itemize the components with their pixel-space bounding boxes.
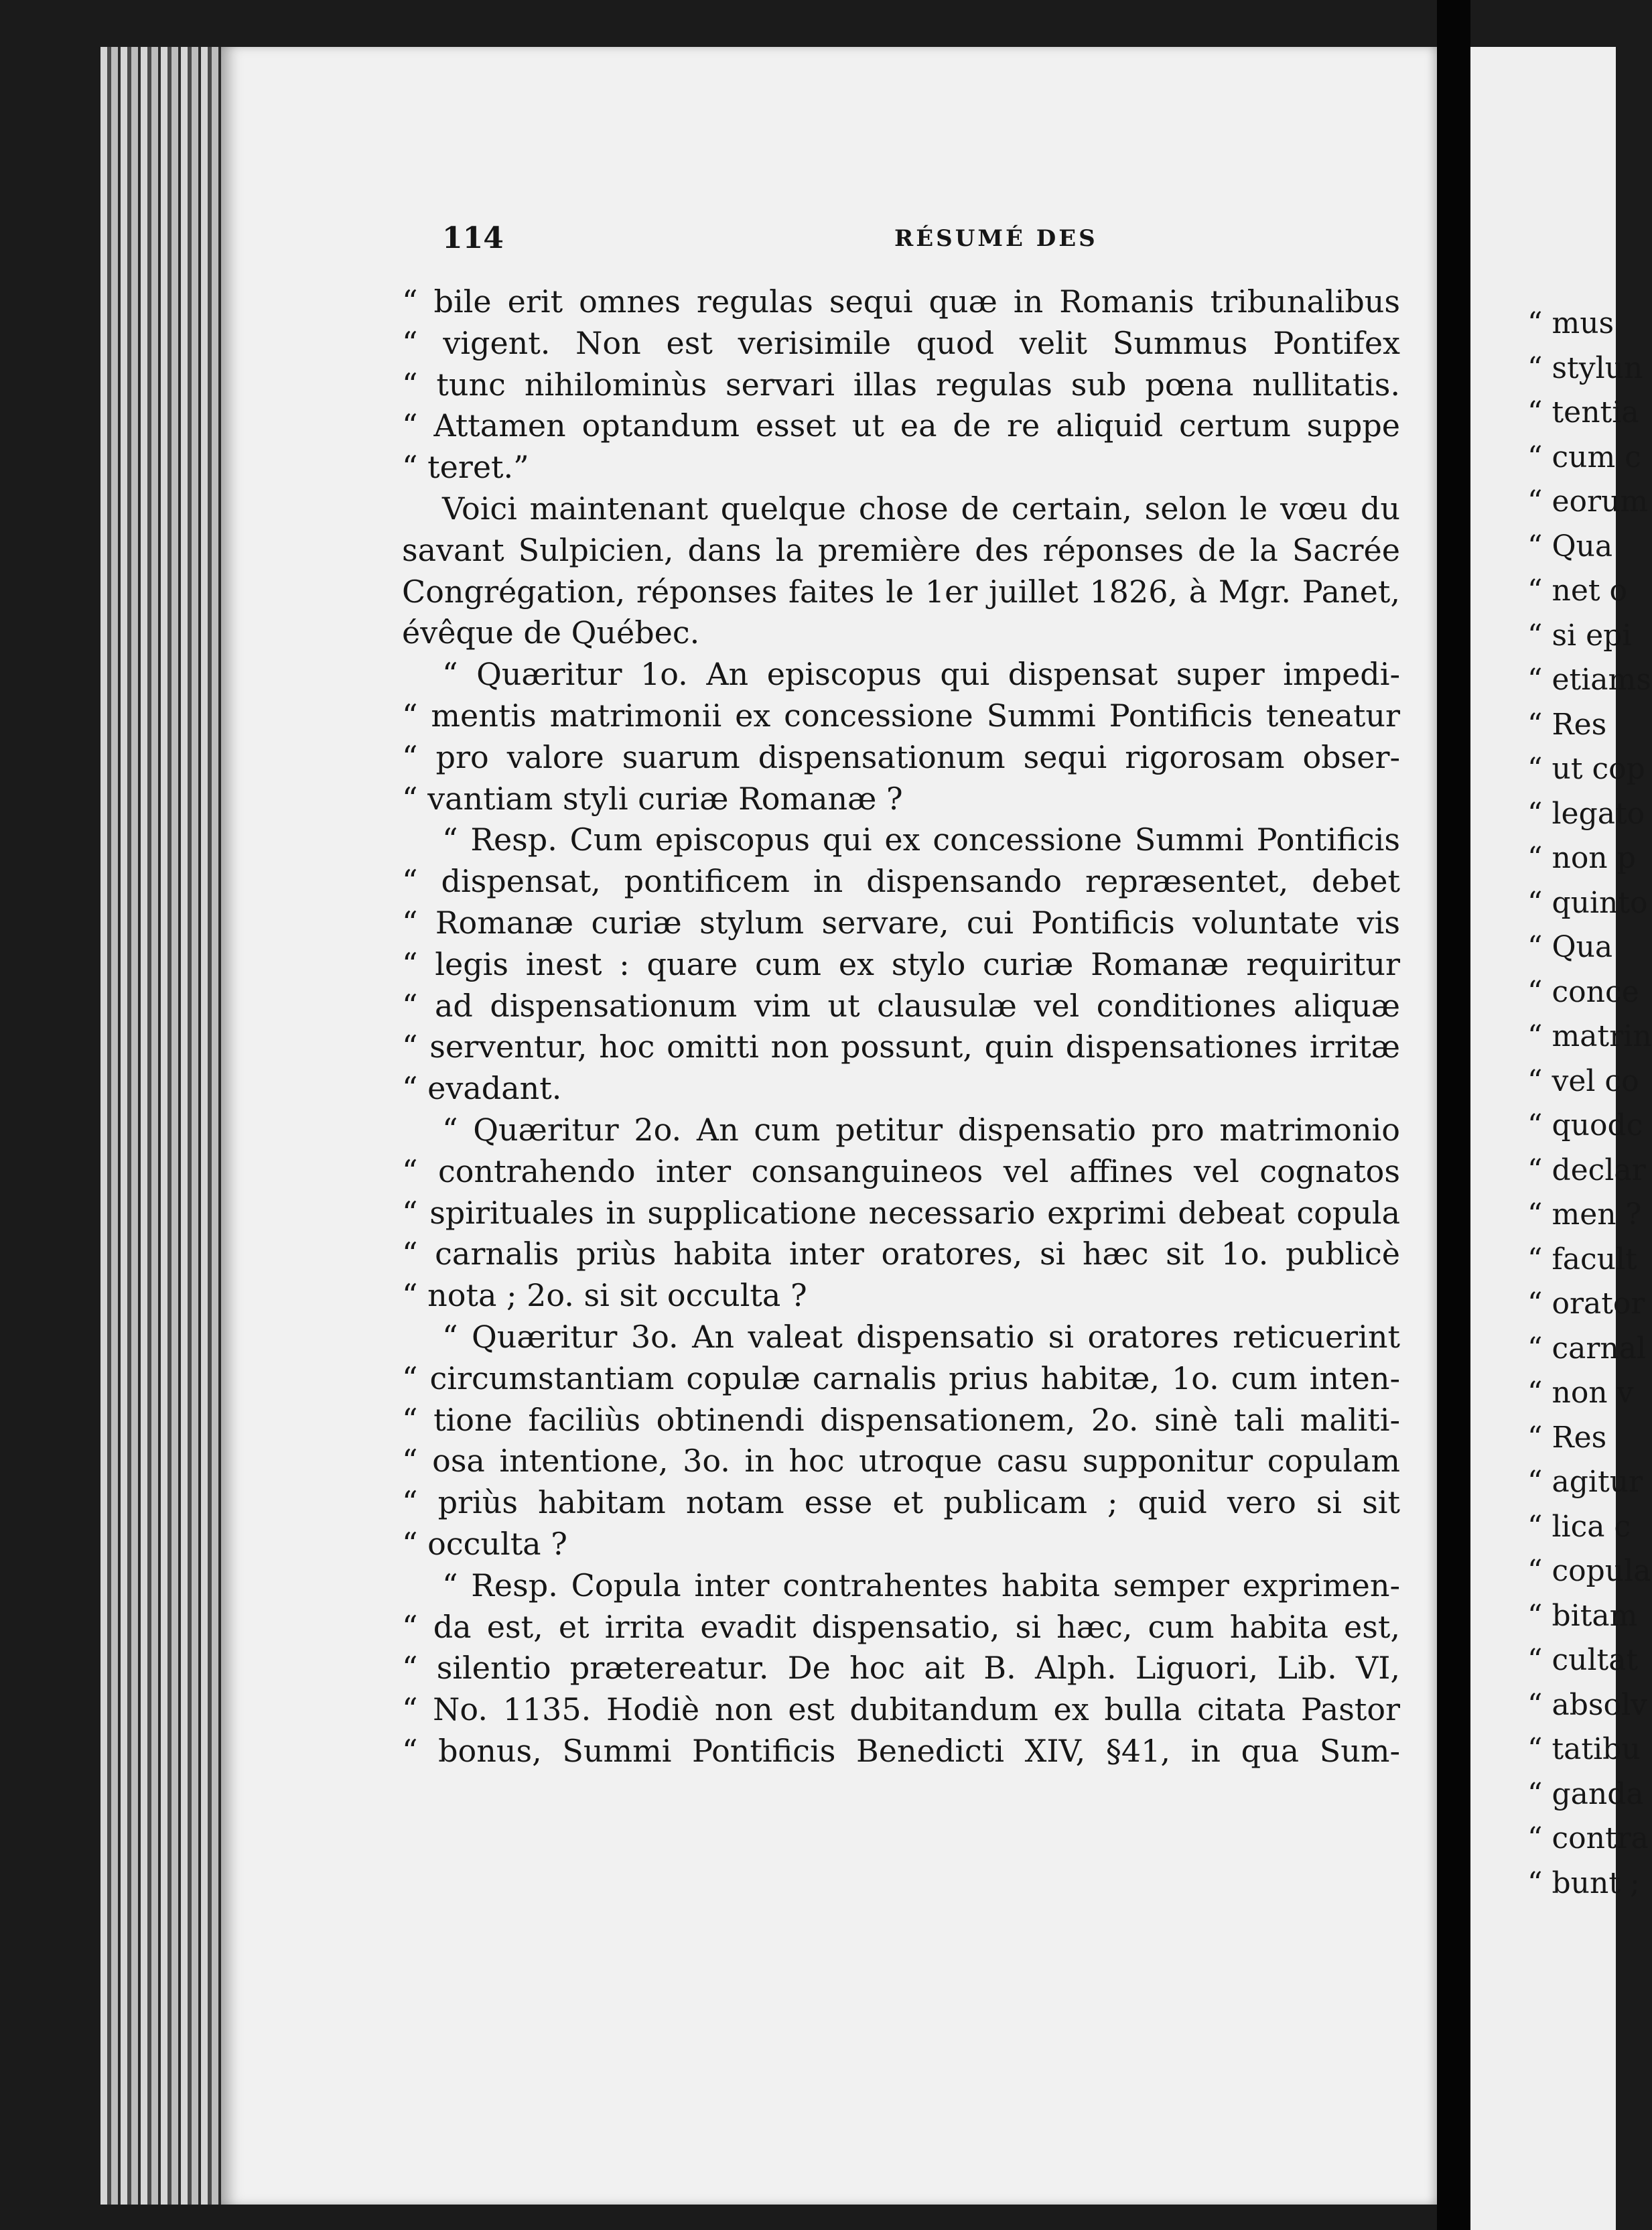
body-text — [402, 281, 1400, 1772]
right-page-line-fragment: “ contra — [1527, 1821, 1649, 1855]
right-page-line-fragment: “ Qua — [1527, 529, 1613, 564]
page-header — [221, 221, 1437, 268]
text-line: “ bonus, Summi Pontificis Benedicti XIV, §41, in qua Sum- — [402, 1732, 1400, 1769]
right-page-line-fragment: “ Res — [1527, 1420, 1607, 1455]
right-page-line-fragment: “ carnal — [1527, 1331, 1647, 1366]
right-page-line-fragment: “ ut cop — [1527, 752, 1645, 786]
right-page-line-fragment: “ net o — [1527, 574, 1628, 608]
text-line: savant Sulpicien, dans la première des réponses de la Sacrée — [402, 531, 1400, 568]
text-line: “ priùs habitam notam esse et publicam ; quid vero si sit — [402, 1484, 1400, 1521]
text-line: “ tione faciliùs obtinendi dispensationem, 2o. sinè tali maliti- — [402, 1401, 1400, 1438]
text-line: “ serventur, hoc omitti non possunt, quin dispensationes irritæ — [402, 1029, 1400, 1065]
right-page-line-fragment: “ agitur — [1527, 1465, 1643, 1499]
text-line: “ bile erit omnes regulas sequi quæ in Romanis tribunalibus — [402, 283, 1400, 320]
right-page-line-fragment: “ quinto — [1527, 885, 1648, 920]
right-page-line-fragment: “ cultat — [1527, 1643, 1639, 1677]
page-gutter — [1437, 0, 1470, 2230]
text-line: “ dispensat, pontificem in dispensando repræsentet, debet — [402, 863, 1400, 900]
text-line: “ Quæritur 2o. An cum petitur dispensatio pro matrimonio — [442, 1111, 1400, 1148]
right-page-line-fragment: “ non p — [1527, 841, 1636, 875]
right-page-line-fragment: “ eorum — [1527, 484, 1649, 519]
text-line: “ Quæritur 1o. An episcopus qui dispensat super impedi- — [442, 656, 1400, 693]
right-page-line-fragment: “ tentia — [1527, 395, 1639, 430]
text-line: “ tunc nihilominùs servari illas regulas sub pœna nullitatis. — [402, 366, 1400, 403]
right-page-line-fragment: “ tatibu — [1527, 1732, 1641, 1766]
right-page-line-fragment: “ legato — [1527, 796, 1645, 831]
right-page-line-fragment: “ absolv — [1527, 1687, 1647, 1722]
right-page-line-fragment: “ copula — [1527, 1554, 1651, 1588]
text-line: “ occulta ? — [402, 1525, 567, 1562]
right-page-line-fragment: “ declar — [1527, 1153, 1646, 1187]
right-page-line-fragment: “ lica c — [1527, 1509, 1631, 1544]
book-binding-edge — [100, 47, 228, 2205]
text-line: Voici maintenant quelque chose de certain, selon le vœu du — [442, 490, 1400, 527]
text-line: “ No. 1135. Hodiè non est dubitandum ex bulla citata Pastor — [402, 1691, 1400, 1728]
right-page-text-fragments — [1527, 302, 1652, 1906]
text-line: “ Attamen optandum esset ut ea de re aliquid certum suppe — [402, 407, 1400, 444]
right-page-line-fragment: “ cum c — [1527, 440, 1641, 474]
page-number: 114 — [442, 221, 504, 255]
right-page-line-fragment: “ mus — [1527, 306, 1614, 340]
text-line: “ carnalis priùs habita inter oratores, si hæc sit 1o. publicè — [402, 1236, 1400, 1272]
right-page-line-fragment: “ facult — [1527, 1242, 1637, 1276]
right-page-line-fragment: “ vel co — [1527, 1063, 1639, 1098]
text-line: “ teret.” — [402, 449, 529, 486]
text-line: “ mentis matrimonii ex concessione Summi Pontificis teneatur — [402, 697, 1400, 734]
text-line: “ nota ; 2o. si sit occulta ? — [402, 1277, 807, 1314]
text-line: “ vantiam styli curiæ Romanæ ? — [402, 780, 903, 817]
text-line: “ circumstantiam copulæ carnalis prius habitæ, 1o. cum inten- — [402, 1360, 1400, 1396]
text-line: “ osa intentione, 3o. in hoc utroque casu supponitur copulam — [402, 1443, 1400, 1480]
text-line: “ da est, et irrita evadit dispensatio, si hæc, cum habita est, — [402, 1608, 1400, 1645]
text-line: “ Quæritur 3o. An valeat dispensatio si oratores reticuerint — [442, 1318, 1400, 1355]
right-page-line-fragment: “ men ? — [1527, 1197, 1642, 1232]
right-page-line-fragment: “ non v — [1527, 1376, 1634, 1410]
right-page-line-fragment: “ Res — [1527, 707, 1607, 742]
text-line: évêque de Québec. — [402, 614, 700, 651]
right-page-line-fragment: “ stylun — [1527, 350, 1643, 385]
text-line: “ contrahendo inter consanguineos vel affines vel cognatos — [402, 1153, 1400, 1189]
text-line: “ Resp. Cum episcopus qui ex concessione Summi Pontificis — [442, 822, 1400, 858]
text-line: “ silentio prætereatur. De hoc ait B. Alph. Liguori, Lib. VI, — [402, 1650, 1400, 1687]
text-line: “ ad dispensationum vim ut clausulæ vel conditiones aliquæ — [402, 987, 1400, 1024]
running-head: RÉSUMÉ DES — [894, 225, 1098, 252]
text-line: “ vigent. Non est verisimile quod velit Summus Pontifex — [402, 324, 1400, 361]
right-page-line-fragment: “ bunt ; — [1527, 1865, 1640, 1900]
right-page-line-fragment: “ ganda — [1527, 1776, 1644, 1811]
right-page-line-fragment: “ conce — [1527, 974, 1639, 1009]
right-page-line-fragment: “ bitam — [1527, 1598, 1638, 1633]
text-line: “ Romanæ curiæ stylum servare, cui Pontificis voluntate vis — [402, 904, 1400, 941]
right-page-line-fragment: “ si epi — [1527, 618, 1632, 653]
text-line: “ legis inest : quare cum ex stylo curiæ Romanæ requiritur — [402, 945, 1400, 982]
right-page-line-fragment: “ etiams — [1527, 663, 1651, 697]
right-page-line-fragment: “ matrin — [1527, 1019, 1652, 1053]
text-line: “ evadant. — [402, 1070, 562, 1107]
right-page-line-fragment: “ quodc — [1527, 1108, 1643, 1142]
text-line: “ pro valore suarum dispensationum sequi rigorosam obser- — [402, 738, 1400, 775]
text-line: “ spirituales in supplicatione necessario exprimi debeat copula — [402, 1194, 1400, 1231]
right-page-line-fragment: “ Qua — [1527, 930, 1613, 964]
text-line: “ Resp. Copula inter contrahentes habita semper exprimen- — [442, 1567, 1400, 1603]
text-line: Congrégation, réponses faites le 1er juillet 1826, à Mgr. Panet, — [402, 573, 1400, 610]
right-page-line-fragment: “ orator — [1527, 1287, 1645, 1321]
